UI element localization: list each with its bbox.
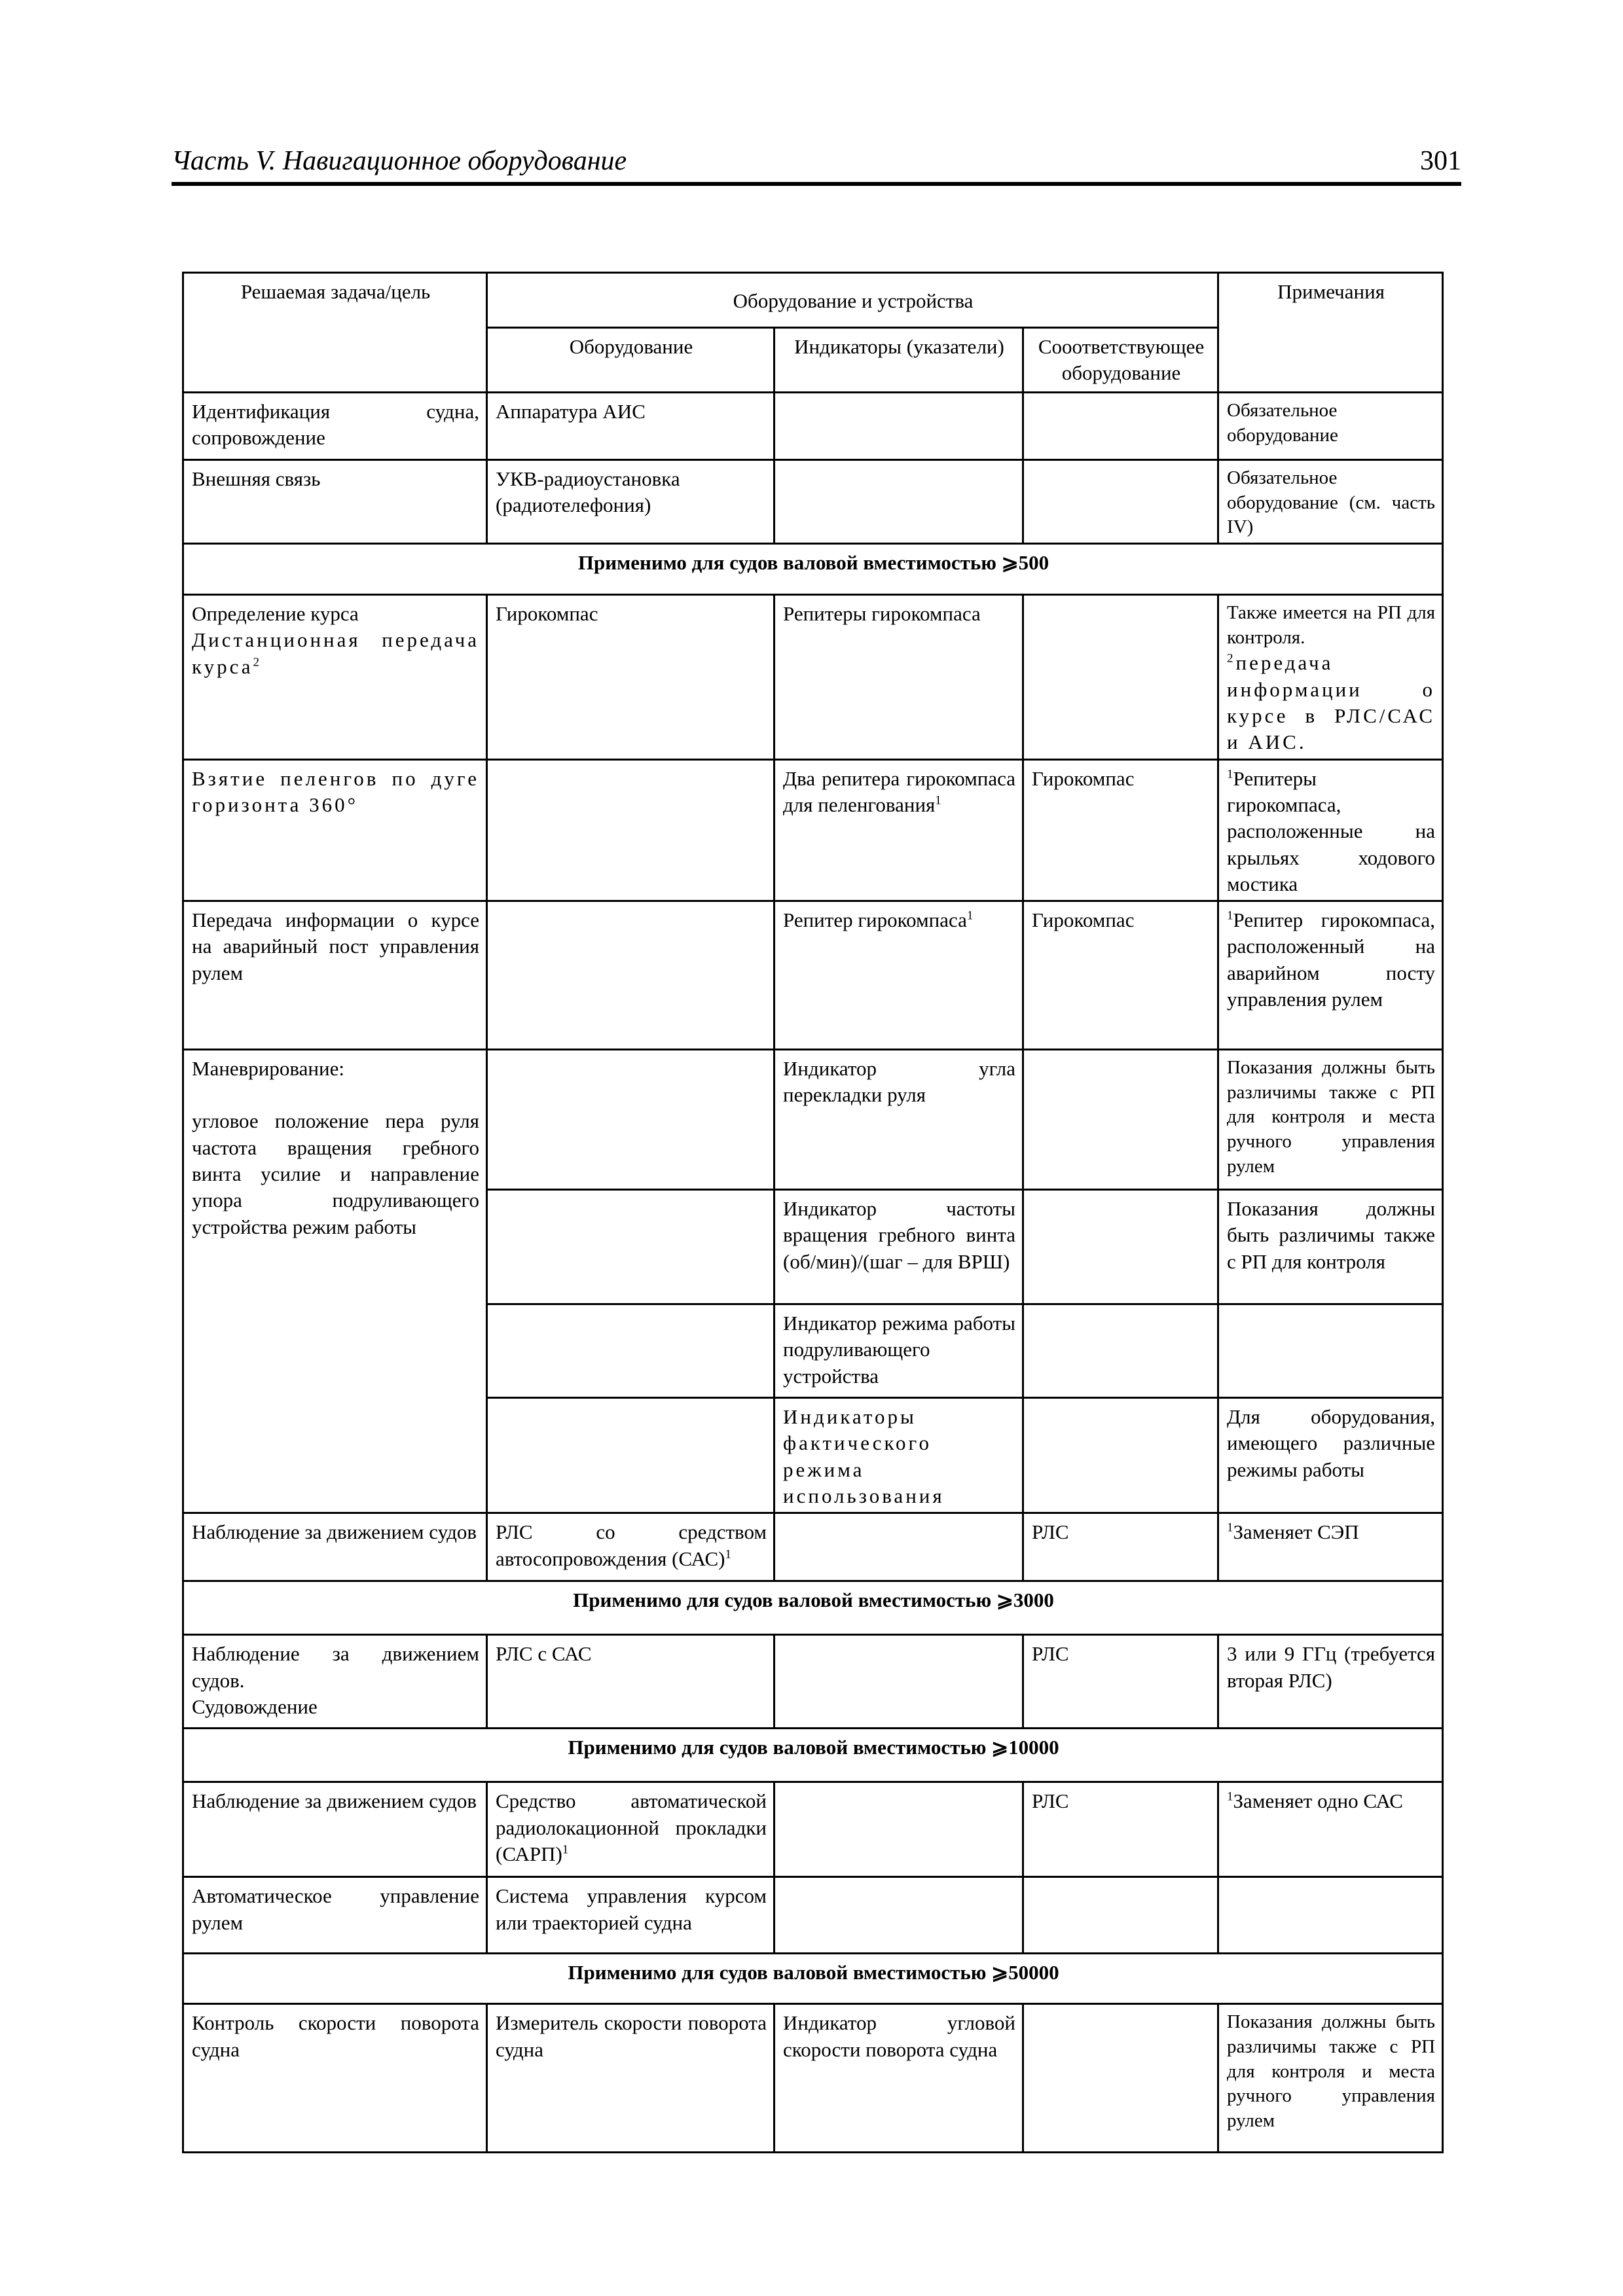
equipment-cell <box>487 1050 775 1190</box>
related-cell <box>1023 2004 1218 2153</box>
notes-cell: $^1$Репитер гирокомпаса, расположенный на аварийном посту управления рулем <box>1218 901 1443 1050</box>
indicators-cell <box>775 1782 1023 1877</box>
task-cell <box>183 595 487 760</box>
footnote-mark: 1 <box>966 908 974 923</box>
equipment-cell <box>487 1304 775 1398</box>
notes-cell: Показания должны быть различимы также с РП для контроля <box>1218 1190 1443 1304</box>
table-row <box>183 460 1443 544</box>
footnote-mark: 1 <box>1227 908 1233 923</box>
equipment-cell: УКВ-радиоустановка (радиотелефония) <box>487 460 775 544</box>
equipment-cell: РЛС со средством автосопровождения (САС)$^1$ <box>487 1513 775 1581</box>
header-notes: Примечания <box>1218 273 1443 393</box>
equipment-cell: РЛС с САС <box>487 1635 775 1729</box>
table-row <box>183 595 1443 760</box>
notes-cell <box>1218 1304 1443 1398</box>
equipment-table <box>182 272 1444 2153</box>
related-cell: Гирокомпас <box>1023 759 1218 901</box>
equipment-cell <box>487 901 775 1050</box>
notes-cell: Для оборудования, имеющего различные режимы работы <box>1218 1398 1443 1513</box>
table-row <box>183 1513 1443 1581</box>
notes-cell: $^1$Заменяет СЭП <box>1218 1513 1443 1581</box>
note-line: Также имеется на РП для контроля. <box>1227 602 1436 648</box>
table-row <box>183 1877 1443 1954</box>
indicators-cell <box>775 1877 1023 1954</box>
section-heading-50000: Применимо для судов валовой вместимостью ⩾50000 <box>183 1954 1443 2004</box>
header-equipment-group: Оборудование и устройства <box>487 273 1218 328</box>
table-row <box>183 901 1443 1050</box>
related-cell <box>1023 1050 1218 1190</box>
task-cell: Наблюдение за движением судов <box>183 1513 487 1581</box>
header-task: Решаемая задача/цель <box>183 273 487 393</box>
table-row <box>183 1635 1443 1729</box>
table-row <box>183 759 1443 901</box>
equipment-cell <box>487 759 775 901</box>
related-cell: Гирокомпас <box>1023 901 1218 1050</box>
header-related: Сооответствующее оборудование <box>1023 328 1218 393</box>
task-cell: Внешняя связь <box>183 460 487 544</box>
notes-cell: 3 или 9 ГГц (требуется вторая РЛС) <box>1218 1635 1443 1729</box>
indicators-cell <box>775 1635 1023 1729</box>
indicators-cell <box>775 1513 1023 1581</box>
section-heading-500: Применимо для судов валовой вместимостью ⩾500 <box>183 544 1443 595</box>
related-cell <box>1023 1190 1218 1304</box>
indicators-cell <box>775 460 1023 544</box>
equipment-cell <box>487 1190 775 1304</box>
indicators-cell <box>775 393 1023 460</box>
notes-cell: $^1$Репитеры гирокомпаса, расположенные на крыльях ходового мостика <box>1218 759 1443 901</box>
footnote-mark: 1 <box>725 1547 731 1562</box>
related-cell <box>1023 1304 1218 1398</box>
task-cell: Взятие пеленгов по дуге горизонта 360° <box>183 759 487 901</box>
related-cell <box>1023 393 1218 460</box>
task-line: Определение курса <box>192 602 359 626</box>
related-cell <box>1023 1398 1218 1513</box>
section-heading-10000: Применимо для судов валовой вместимостью ⩾10000 <box>183 1729 1443 1782</box>
notes-cell: Обязательное оборудование (см. часть IV) <box>1218 460 1443 544</box>
related-cell <box>1023 460 1218 544</box>
header-indicators: Индикаторы (указатели) <box>775 328 1023 393</box>
related-cell: РЛС <box>1023 1635 1218 1729</box>
page-header <box>172 144 1461 181</box>
section-heading-3000: Применимо для судов валовой вместимостью ⩾3000 <box>183 1581 1443 1635</box>
table-row <box>183 393 1443 460</box>
related-cell: РЛС <box>1023 1513 1218 1581</box>
notes-cell: $^1$Заменяет одно САС <box>1218 1782 1443 1877</box>
table-row <box>183 1050 1443 1190</box>
indicators-cell: Индикаторы фактического режима использования <box>775 1398 1023 1513</box>
footnote-mark: 1 <box>562 1842 569 1857</box>
notes-cell: Показания должны быть различимы также с РП для контроля и места ручного управления рулем <box>1218 1050 1443 1190</box>
indicators-cell: Два репитера гирокомпаса для пеленгования$^1$ <box>775 759 1023 901</box>
related-cell <box>1023 595 1218 760</box>
task-cell <box>183 1050 487 1513</box>
footnote-mark: 2 <box>253 655 263 670</box>
equipment-cell <box>487 1398 775 1513</box>
task-items: угловое положение пера руля частота вращения гребного винта усилие и направление упора подруливающего устройства режим работы <box>192 1109 479 1238</box>
footnote-mark: 1 <box>935 793 941 808</box>
notes-cell <box>1218 1877 1443 1954</box>
notes-cell <box>1218 595 1443 760</box>
task-title: Маневрирование: <box>192 1057 344 1081</box>
task-cell: Передача информации о курсе на аварийный пост управления рулем <box>183 901 487 1050</box>
task-cell: Наблюдение за движением судов <box>183 1782 487 1877</box>
task-line: Дистанционная передача курса <box>192 628 479 678</box>
notes-cell: Обязательное оборудование <box>1218 393 1443 460</box>
indicators-cell: Индикатор режима работы подруливающего устройства <box>775 1304 1023 1398</box>
task-cell: Автоматическое управление рулем <box>183 1877 487 1954</box>
task-cell: Идентификация судна, сопровождение <box>183 393 487 460</box>
indicators-cell: Репитеры гирокомпаса <box>775 595 1023 760</box>
table-row <box>183 1782 1443 1877</box>
task-cell: Наблюдение за движением судов. Судовождение <box>183 1635 487 1729</box>
equipment-cell: Средство автоматической радиолокационной прокладки (САРП)$^1$ <box>487 1782 775 1877</box>
page-number: 301 <box>1420 146 1461 176</box>
running-title: Часть V. Навигационное оборудование <box>172 146 627 176</box>
notes-cell: Показания должны быть различимы также с РП для контроля и места ручного управления рулем <box>1218 2004 1443 2153</box>
equipment-cell: Гирокомпас <box>487 595 775 760</box>
indicators-cell: Репитер гирокомпаса$^1$ <box>775 901 1023 1050</box>
note-line: передача информации о курсе в РЛС/САС и АИС. <box>1227 651 1436 754</box>
footnote-mark: 1 <box>1227 767 1233 781</box>
footnote-mark: 1 <box>1227 1789 1233 1804</box>
equipment-cell: Аппаратура АИС <box>487 393 775 460</box>
related-cell <box>1023 1877 1218 1954</box>
footnote-mark: 2 <box>1227 652 1236 666</box>
header-rule <box>172 182 1461 186</box>
related-cell: РЛС <box>1023 1782 1218 1877</box>
footnote-mark: 1 <box>1227 1520 1233 1535</box>
equipment-cell: Система управления курсом или траекторией судна <box>487 1877 775 1954</box>
indicators-cell: Индикатор угловой скорости поворота судна <box>775 2004 1023 2153</box>
table-row <box>183 2004 1443 2153</box>
equipment-cell: Измеритель скорости поворота судна <box>487 2004 775 2153</box>
header-equipment: Оборудование <box>487 328 775 393</box>
task-cell: Контроль скорости поворота судна <box>183 2004 487 2153</box>
indicators-cell: Индикатор частоты вращения гребного винта (об/мин)/(шаг – для ВРШ) <box>775 1190 1023 1304</box>
indicators-cell: Индикатор угла перекладки руля <box>775 1050 1023 1190</box>
